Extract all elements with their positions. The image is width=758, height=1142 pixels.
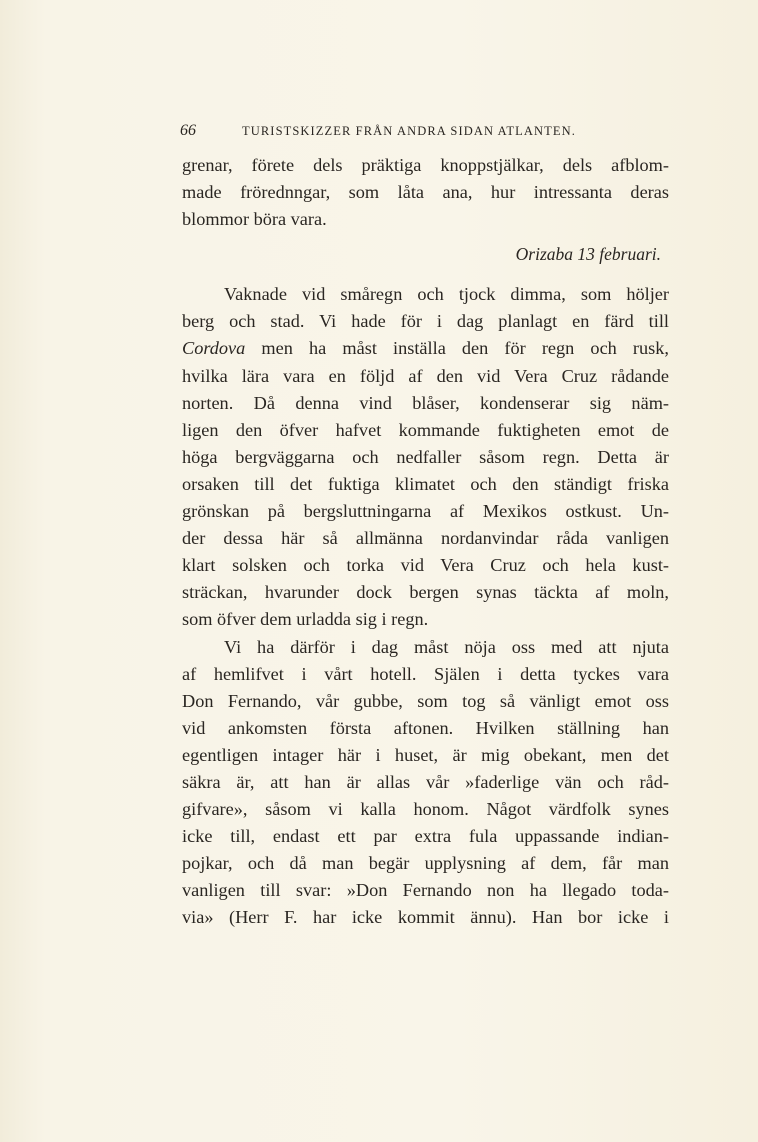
text-line xyxy=(182,335,669,362)
text-line: Don Fernando, vår gubbe, som tog så vänligt emot oss xyxy=(182,690,669,711)
place-name-cordova: Cordova xyxy=(182,338,246,359)
text-line: höga bergväggarna och nedfaller såsom regn. Detta är xyxy=(182,446,669,467)
text-line: Vaknade vid småregn och tjock dimma, som höljer xyxy=(224,284,669,305)
text-line: icke till, endast ett par extra fula uppassande indian- xyxy=(182,826,669,847)
text-line: norten. Då denna vind blåser, kondenserar sig näm- xyxy=(182,392,669,413)
text-line: säkra är, att han är allas vår »faderlige vän och råd- xyxy=(182,771,669,792)
text-line: blommor böra vara. xyxy=(182,209,327,230)
text-line: via» (Herr F. har icke kommit ännu). Han bor icke i xyxy=(182,907,669,928)
text-line: hvilka lära vara en följd af den vid Vera Cruz rådande xyxy=(182,365,669,386)
text-line: egentligen intager här i huset, är mig obekant, men det xyxy=(182,744,669,765)
text-line: gifvare», såsom vi kalla honom. Något värdfolk synes xyxy=(182,799,669,820)
text-line: klart solsken och torka vid Vera Cruz och hela kust- xyxy=(182,555,669,576)
text-line: pojkar, och då man begär upplysning af dem, får man xyxy=(182,853,669,874)
text-line: som öfver dem urladda sig i regn. xyxy=(182,609,429,630)
dateline: Orizaba 13 februari. xyxy=(515,244,661,265)
text-line-rest: men ha måst inställa den för regn och rusk, xyxy=(245,338,669,359)
paragraph-2 xyxy=(182,281,669,633)
running-title: TURISTSKIZZER FRÅN ANDRA SIDAN ATLANTEN. xyxy=(242,124,576,138)
page-number: 66 xyxy=(180,122,196,139)
paragraph-1 xyxy=(182,152,669,233)
text-line: orsaken till det fuktiga klimatet och den ständigt friska xyxy=(182,473,669,494)
text-line: der dessa här så allmänna nordanvindar råda vanligen xyxy=(182,528,669,549)
text-line: berg och stad. Vi hade för i dag planlagt en färd till xyxy=(182,311,669,332)
text-line: ligen den öfver hafvet kommande fuktigheten emot de xyxy=(182,419,669,440)
text-line: made frörednngar, som låta ana, hur intressanta deras xyxy=(182,182,669,203)
text-line: Vi ha därför i dag måst nöja oss med att njuta xyxy=(224,636,669,657)
spacer xyxy=(182,273,669,281)
text-line: sträckan, hvarunder dock bergen synas täckta af moln, xyxy=(182,582,669,603)
page-header xyxy=(180,122,670,146)
text-line: grenar, förete dels präktiga knoppstjälkar, dels afblom- xyxy=(182,155,669,175)
paragraph-3 xyxy=(182,634,669,932)
text-line: af hemlifvet i vårt hotell. Själen i detta tyckes vara xyxy=(182,663,669,684)
text-line: grönskan på bergsluttningarna af Mexikos ostkust. Un- xyxy=(182,501,669,522)
text-line: vid ankomsten första aftonen. Hvilken ställning han xyxy=(182,717,669,738)
text-line: vanligen till svar: »Don Fernando non ha llegado toda- xyxy=(182,880,669,901)
body-text xyxy=(182,152,669,932)
